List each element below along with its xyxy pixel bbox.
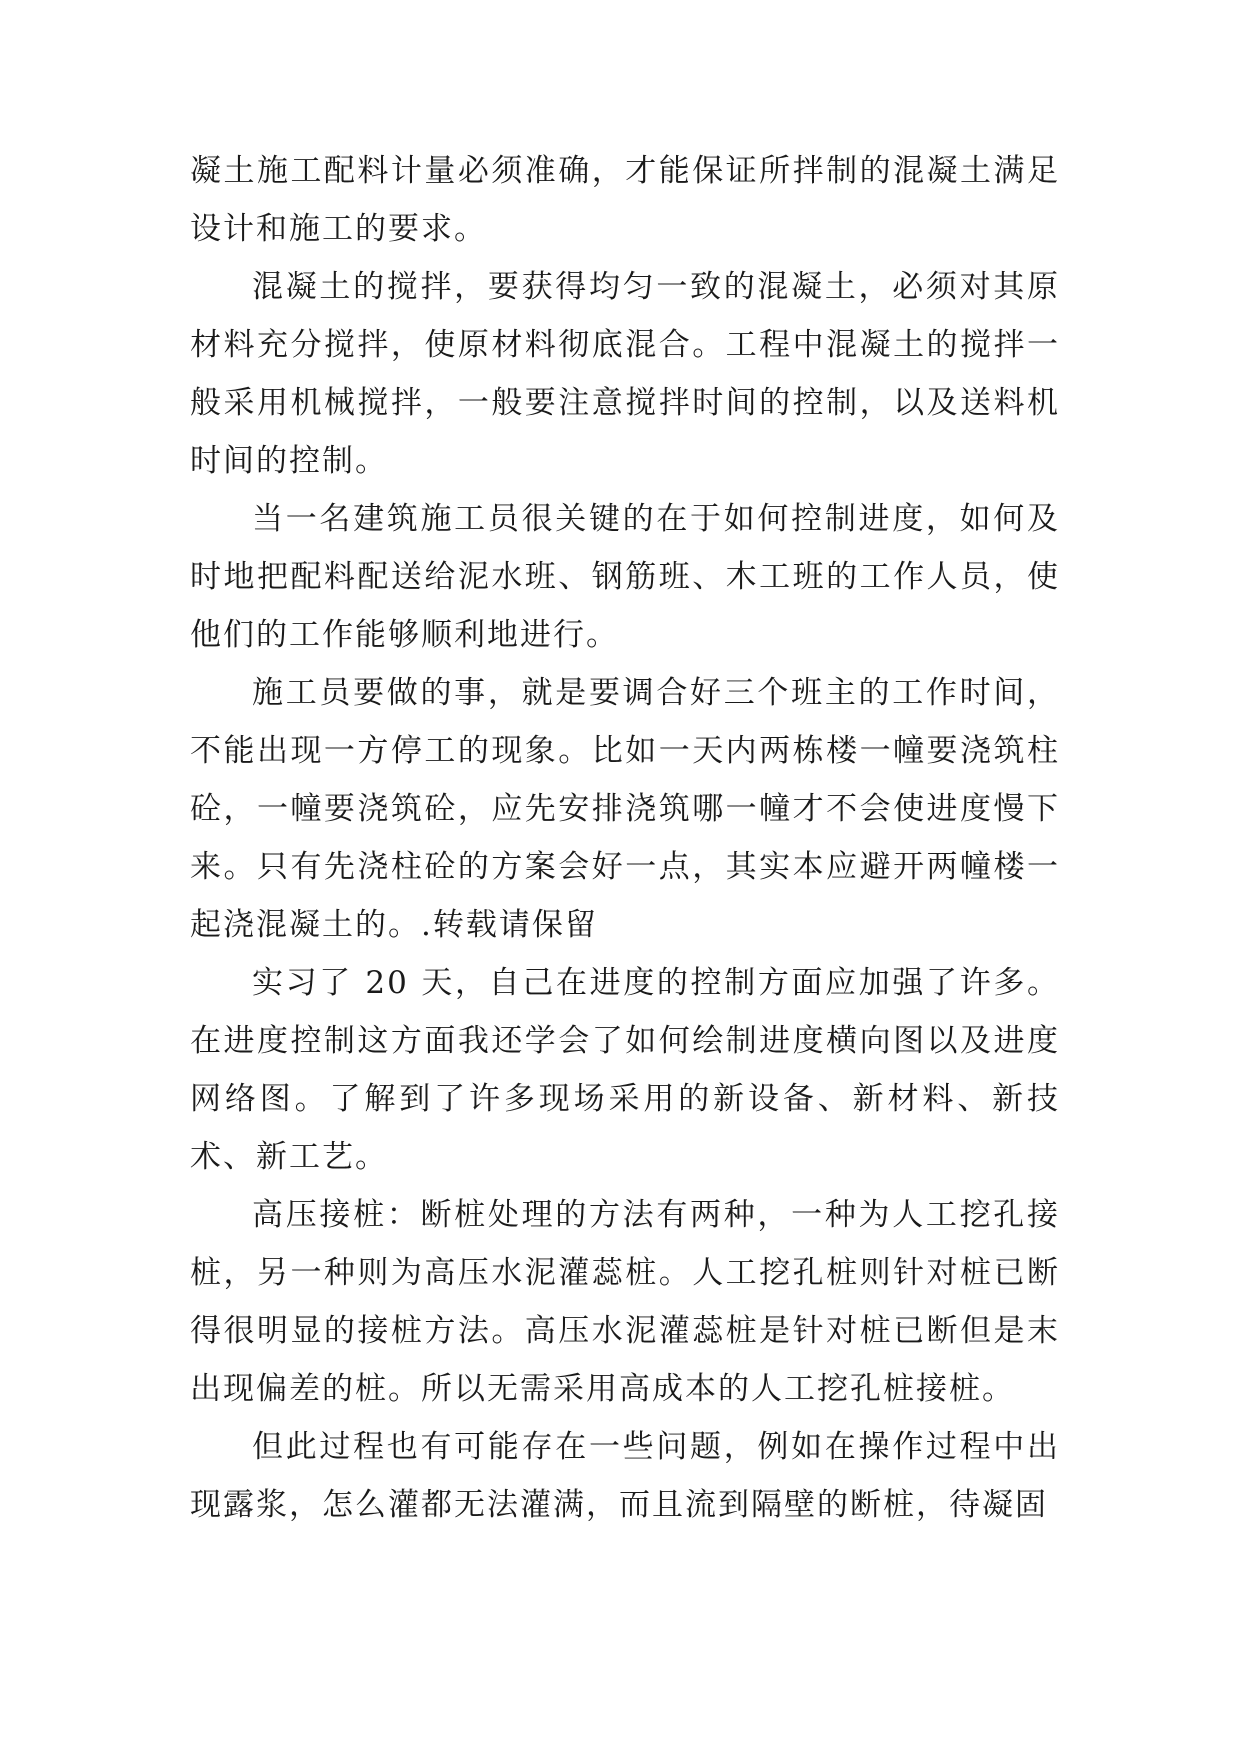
paragraph-scheduling: 施工员要做的事，就是要调合好三个班主的工作时间，不能出现一方停工的现象。比如一天内两栋楼一幢要浇筑柱砼，一幢要浇筑砼，应先安排浇筑哪一幢才不会使进度慢下来。只有先浇柱砼的方案会好一点，其实本应避开两幢楼一起浇混凝土的。.转载请保留 (190, 675, 1060, 943)
document-body (190, 142, 1060, 1534)
paragraph-pile-repair: 高压接桩：断桩处理的方法有两种，一种为人工挖孔接桩，另一种则为高压水泥灌蕊桩。人工挖孔桩则针对桩已断得很明显的接桩方法。高压水泥灌蕊桩是针对桩已断但是末出现偏差的桩。所以无需采用高成本的人工挖孔桩接桩。 (190, 1197, 1060, 1407)
paragraph-issues: 但此过程也有可能存在一些问题，例如在操作过程中出现露浆，怎么灌都无法灌满，而且流到隔壁的断桩，待凝固 (190, 1429, 1060, 1523)
paragraph-progress-control: 当一名建筑施工员很关键的在于如何控制进度，如何及时地把配料配送给泥水班、钢筋班、木工班的工作人员，使他们的工作能够顺利地进行。 (190, 501, 1060, 653)
paragraph-continued: 凝土施工配料计量必须准确，才能保证所拌制的混凝土满足设计和施工的要求。 (190, 153, 1060, 247)
paragraph-internship: 实习了 20 天，自己在进度的控制方面应加强了许多。在进度控制这方面我还学会了如何绘制进度横向图以及进度网络图。了解到了许多现场采用的新设备、新材料、新技术、新工艺。 (190, 965, 1060, 1175)
paragraph-mixing: 混凝土的搅拌，要获得均匀一致的混凝土，必须对其原材料充分搅拌，使原材料彻底混合。工程中混凝土的搅拌一般采用机械搅拌，一般要注意搅拌时间的控制，以及送料机时间的控制。 (190, 269, 1060, 479)
